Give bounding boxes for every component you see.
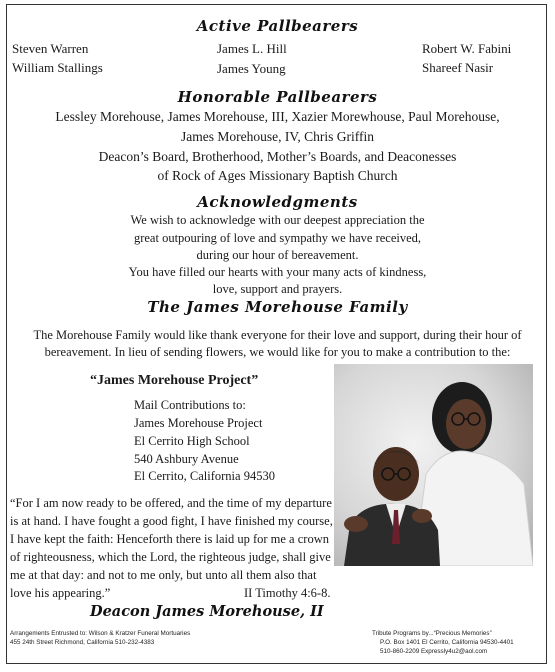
address-line: 540 Ashbury Avenue [134,452,239,466]
honorable-line: James Morehouse, IV, Chris Griffin [181,129,374,144]
footer-line: 510-860-2209 Expressly4u2@aol.com [380,648,488,655]
family-heading: The James Morehouse Family [147,298,408,316]
pallbearer-name: William Stallings [12,60,103,75]
footer-line: 455 24th Street Richmond, California 510-232-4383 [10,639,155,646]
footer-arrangements [10,629,190,647]
project-title: “James Morehouse Project” [90,373,259,388]
acknowledgment-line: love, support and prayers. [212,282,343,296]
acknowledgment-line: You have filled our hearts with your many acts of kindness, [128,265,427,279]
quote-line: “For I am now ready to be offered, and the time of my departure [10,496,332,510]
couple-photo-illustration [334,364,533,566]
thanks-line: The Morehouse Family would like thank everyone for their love and support, during their hour of [33,328,522,342]
quote-line: I have kept the faith: Henceforth there is laid up for me a crown [10,532,329,546]
mail-label: Mail Contributions to: [134,398,246,412]
active-pallbearers-heading: Active Pallbearers [196,17,359,35]
address-line: El Cerrito High School [134,434,250,448]
quote-line: of righteousness, which the Lord, the righteous judge, shall give [10,550,331,564]
quote-line: me at that day: and not to me only, but unto all them also that [10,568,317,582]
pallbearer-name: James L. Hill [217,41,287,56]
footer-line: P.O. Box 1401 El Cerrito, California 94530-4401 [380,639,514,646]
acknowledgment-line: great outpouring of love and sympathy we have received, [133,231,422,245]
address-line: El Cerrito, California 94530 [134,469,275,483]
honorable-line: Lessley Morehouse, James Morehouse, III, Xazier Morewhouse, Paul Morehouse, [55,109,500,124]
footer-tribute [372,629,514,656]
scripture-reference: II Timothy 4:6-8. [244,586,331,600]
quote-line: is at hand. I have fought a good fight, I have finished my course, [10,514,333,528]
couple-photo [334,364,533,566]
honorable-pallbearers-heading: Honorable Pallbearers [177,88,378,106]
signature: Deacon James Morehouse, II [90,603,324,620]
pallbearer-name: Robert W. Fabini [422,41,512,56]
address-line: James Morehouse Project [134,416,263,430]
honorable-line: of Rock of Ages Missionary Baptish Church [157,168,398,183]
footer-line: Arrangements Entrusted to: Wilson & Kratzer Funeral Mortuaries [10,630,191,637]
pallbearer-name: Shareef Nasir [422,60,494,75]
acknowledgment-line: during our hour of bereavement. [196,248,359,262]
acknowledgment-line: We wish to acknowledge with our deepest appreciation the [130,213,425,227]
acknowledgments-heading: Acknowledgments [197,193,358,211]
honorable-line: Deacon’s Board, Brotherhood, Mother’s Boards, and Deaconesses [98,149,457,164]
thanks-line: bereavement. In lieu of sending flowers, we would like for you to make a contribution to the: [44,345,511,359]
footer-line: Tribute Programs by...“Precious Memories” [372,630,492,637]
pallbearer-name: James Young [217,61,286,76]
quote-line: love his appearing.” [10,586,111,600]
pallbearer-name: Steven Warren [12,41,89,56]
